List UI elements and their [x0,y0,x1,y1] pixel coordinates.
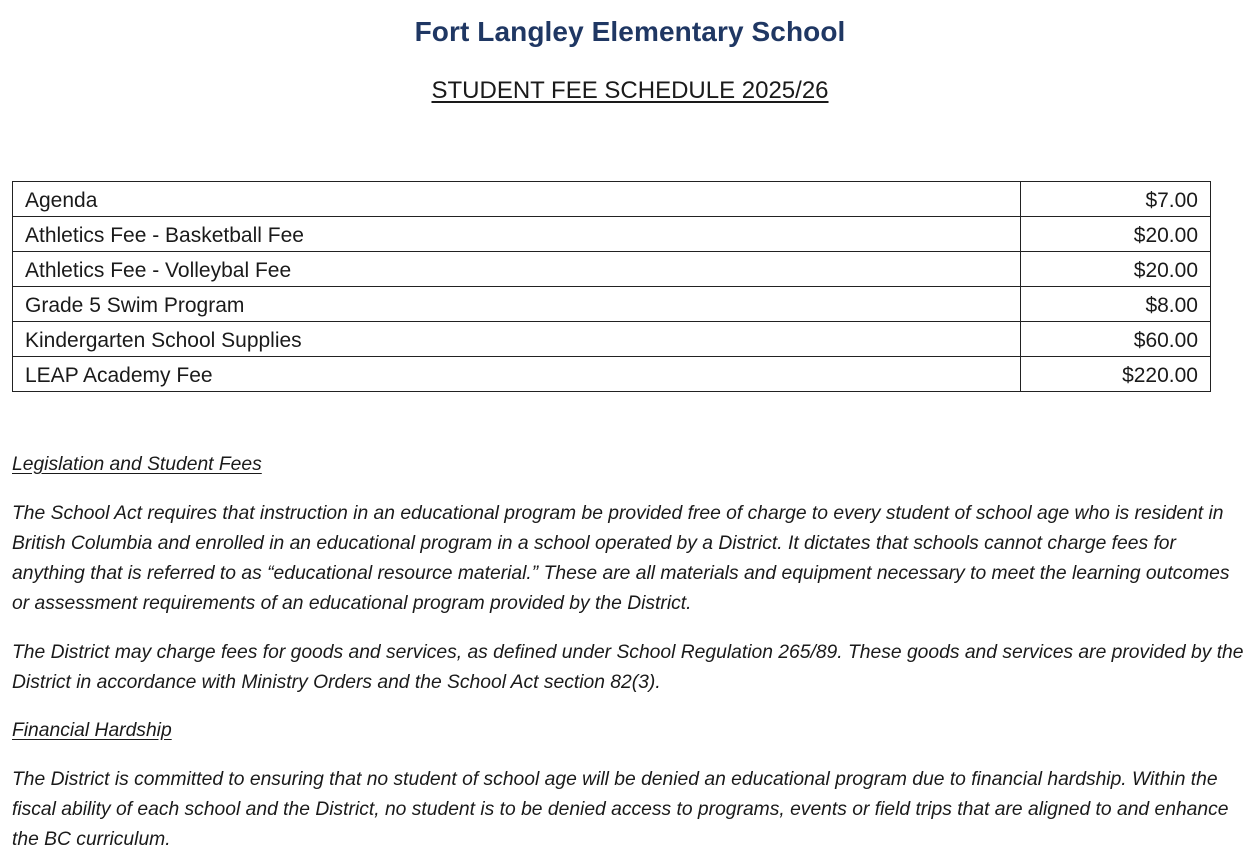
fee-table [12,181,1211,392]
fee-item-amount: $220.00 [1021,357,1211,392]
legislation-paragraph: The School Act requires that instruction in an educational program be provided free of charge to every student of school age who is resident in British Columbia and enrolled in an educational program in a school operated by a District. It dictates that schools cannot charge fees for anything that is referred to as “educational resource material.” These are all materials and equipment necessary to meet the learning outcomes or assessment requirements of an educational program provided by the District. [12,503,1230,614]
schedule-title-text: STUDENT FEE SCHEDULE 2025/26 [431,77,829,104]
fee-item-name: Athletics Fee - Volleybal Fee [13,252,1021,287]
table-row [13,182,1211,217]
fee-item-name: Agenda [13,182,1021,217]
fee-item-amount: $8.00 [1021,287,1211,322]
hardship-paragraph: The District is committed to ensuring that no student of school age will be denied an educational program due to financial hardship. Within the fiscal ability of each school and the District, no student is to be denied access to programs, events or field trips that are aligned to and enhance the BC curriculum. [12,769,1229,850]
fee-item-name: Kindergarten School Supplies [13,322,1021,357]
fee-item-amount: $20.00 [1021,252,1211,287]
regulation-paragraph: The District may charge fees for goods and services, as defined under School Regulation 265/89. These goods and services are provided by the District in accordance with Ministry Orders and the School Act section 82(3). [12,642,1244,693]
fee-item-name: Athletics Fee - Basketball Fee [13,217,1021,252]
schedule-title [0,77,1254,105]
legislation-heading: Legislation and Student Fees [12,454,262,475]
table-row [13,252,1211,287]
fee-item-amount: $60.00 [1021,322,1211,357]
table-row [13,287,1211,322]
fee-item-name: LEAP Academy Fee [13,357,1021,392]
hardship-heading: Financial Hardship [12,720,172,741]
fee-item-amount: $20.00 [1021,217,1211,252]
table-row [13,322,1211,357]
table-row [13,217,1211,252]
fee-item-amount: $7.00 [1021,182,1211,217]
school-name: Fort Langley Elementary School [414,16,846,47]
table-row [13,357,1211,392]
fee-item-name: Grade 5 Swim Program [13,287,1021,322]
